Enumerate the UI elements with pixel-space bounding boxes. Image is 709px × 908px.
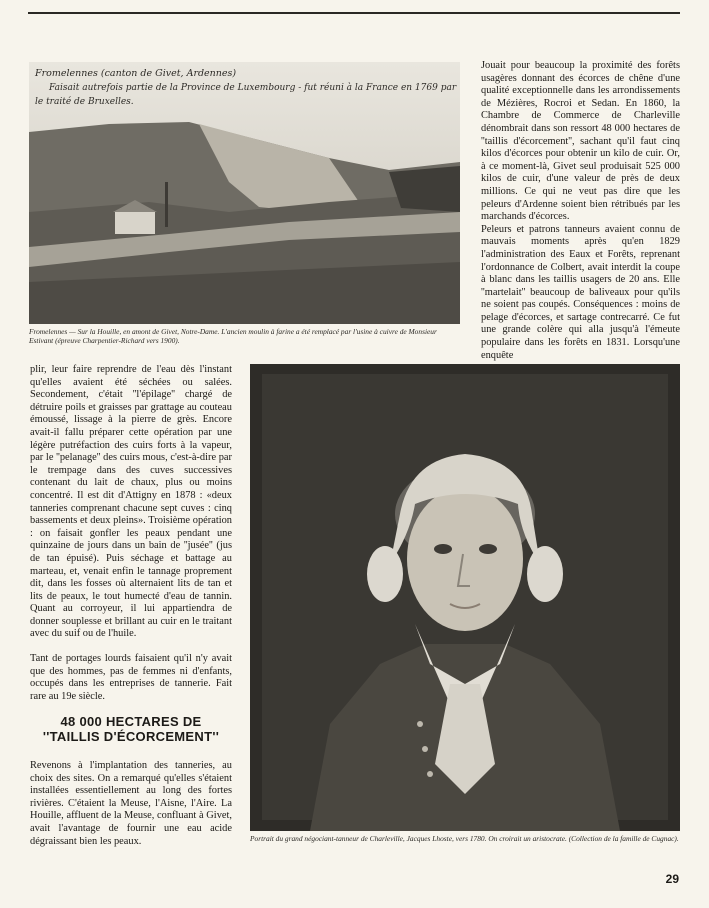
section-heading-line-1: 48 000 HECTARES DE: [60, 714, 202, 729]
portrait-photo: [250, 364, 680, 831]
portrait-caption: Portrait du grand négociant-tanneur de Charleville, Jacques Lhoste, vers 1780. On croirait un aristocrate. (Collection de la famille de Cugnac).: [250, 834, 679, 843]
handwritten-annotation-line-1: Fromelennes (canton de Givet, Ardennes): [35, 68, 237, 79]
right-column-top: [481, 60, 680, 362]
left-paragraph-3: Revenons à l'implantation des tanneries, au choix des sites. On a remarqué qu'elles s'étaient installées essentiellement au long des fortes rivières. C'étaient la Meuse, l'Aisne, l'Aire. La Houille, affluent de la Meuse, confluant à Givet, avait l'avantage de fournir une eau acide dégraissant bien les peaux.: [30, 760, 232, 847]
landscape-illustration: [29, 62, 460, 324]
handwritten-annotation-line-3: le traité de Bruxelles.: [35, 97, 134, 107]
section-heading-line-2: ''TAILLIS D'ÉCORCEMENT'': [42, 729, 220, 744]
left-paragraph-1: plir, leur faire reprendre de l'eau dès l'instant qu'elles avaient été séchées ou salées. Secondement, c'était ''l'épilage'' chargé de détruire poils et graisses par grattage au couteau émoussé, lissage à la pierre de grès. Encore avait-il fallu préparer cette opération par une légère putréfaction des cuirs forts à la vapeur, par le ''pelanage'' des cuirs mous, c'est-à-dire par le trempage dans des cuves successives contenant du lait de chaux, plus ou moins concentré. Il est dit d'Attigny en 1878 : «deux tanneries comprenant chacune sept cuves : cinq bassements et deux pleins». Troisième opération : on faisait gonfler les peaux pendant une quinzaine de jours dans un bain de ''jusée'' (jus de tan épuisé). Puis séchage et battage au marteau, et, venait enfin le tannage proprement dit, dans les fosses où alternaient lits de tan et lits de peaux, le tout humecté d'eau de tannin. Quant au corroyeur, il lui appartiendra de donner souplesse et brillant au cuir en le traitant avec du suif ou de l'huile.: [30, 364, 232, 640]
portrait-illustration: [250, 364, 680, 831]
landscape-caption: Fromelennes — Sur la Houille, en amont de Givet, Notre-Dame. L'ancien moulin à farine a été remplacé par l'usine à cuivre de Monsieur Estivant (épreuve Charpentier-Richard vers 1900).: [29, 327, 437, 346]
left-paragraph-2: Tant de portages lourds faisaient qu'il n'y avait que des hommes, pas de femmes ni d'enfants, occupés dans les entreprises de tannerie. Fait rare au 19e siècle.: [30, 653, 232, 702]
page-number: 29: [665, 872, 679, 886]
left-column: [30, 364, 232, 703]
handwritten-annotation-line-2: Faisait autrefois partie de la Province de Luxembourg - fut réuni à la France en 1769 par: [49, 83, 457, 93]
right-paragraph-1: Jouait pour beaucoup la proximité des forêts usagères donnant des écorces de chêne d'une qualité exceptionnelle dans les arrondissements de Mézières, Rocroi et Sedan. En 1860, la Chambre de Commerce de Charleville dénombrait dans son ressort 48 000 hectares de ''taillis d'écorcement'', sachant qu'il faut cinq kilos d'écorces pour obtenir un kilo de cuir. Or, à ce moment-là, Givet seul produisait 525 000 kilos de cuir, d'une valeur de près de deux millions. Ce qui ne veut pas dire que les peleurs d'Ardenne soient bien rétribués par les marchands d'écorces.: [481, 60, 680, 223]
top-rule: [28, 12, 680, 14]
left-column-bottom: [30, 760, 232, 848]
right-paragraph-2: Peleurs et patrons tanneurs avaient connu de mauvais moments après qu'en 1829 l'administration des Eaux et Forêts, reprenant l'ordonnance de Colbert, avait interdit la coupe à blanc dans les taillis usagers de 20 ans. Elle ''martelait'' beaucoup de baliveaux pour qu'ils ne soient pas coupés. Conséquences : moins de pelage d'écorces, et sartage contrecarré. Ce fut une grande colère qui alla jusqu'à l'émeute populaire dans les forêts en 1831. Lorsqu'une enquête: [481, 223, 680, 361]
section-heading: [30, 714, 232, 744]
landscape-photo: [29, 62, 460, 324]
